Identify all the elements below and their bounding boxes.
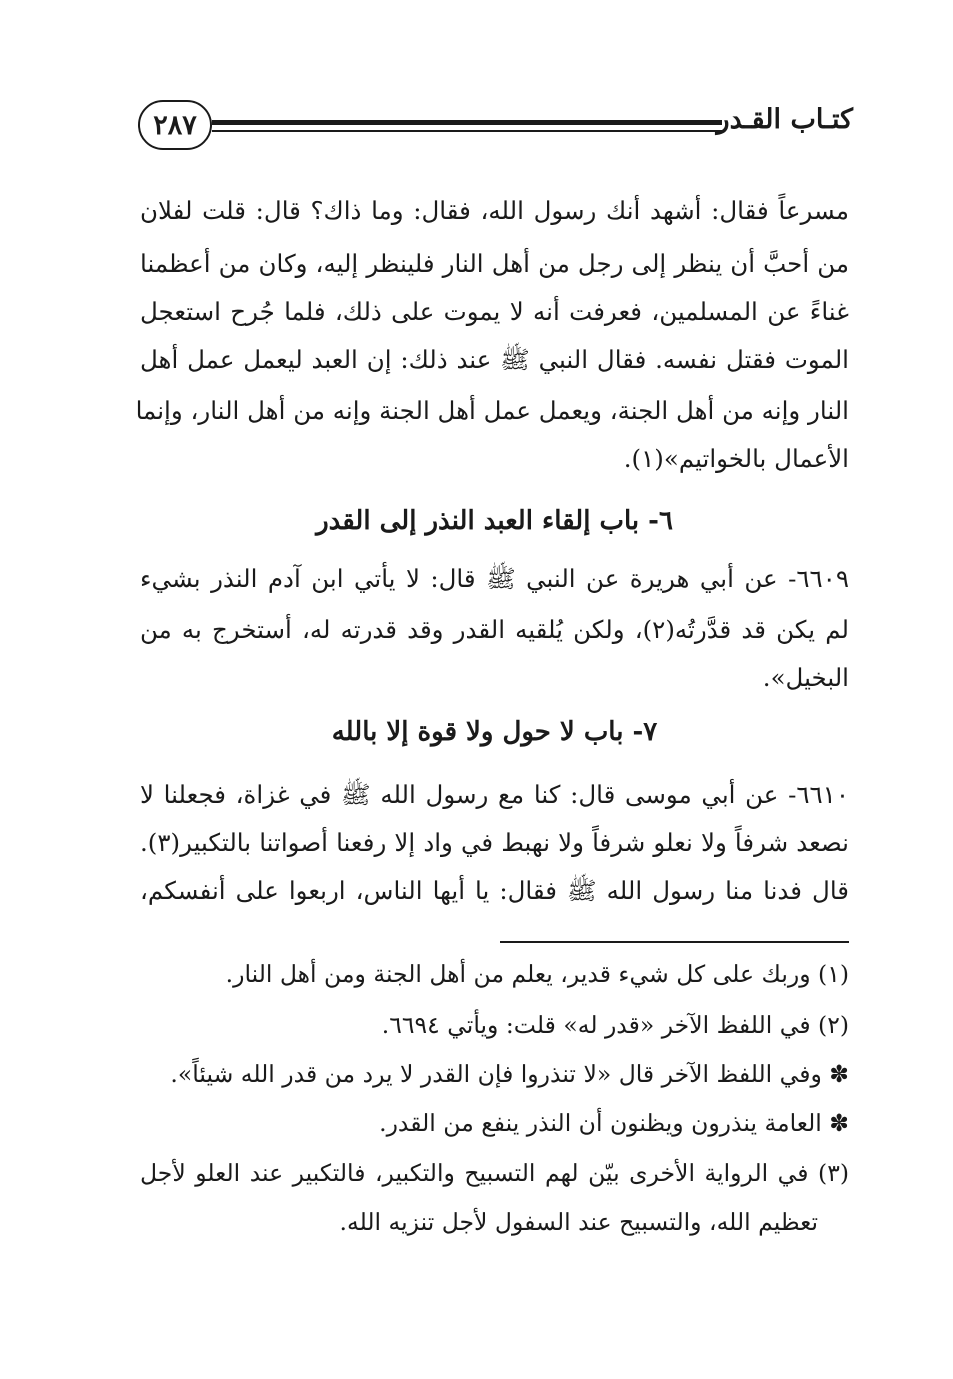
text-line: مسرعاً فقال: أشهد أنك رسول الله، فقال: وما ذاك؟ قال: قلت لفلان (140, 196, 849, 225)
page-header (138, 100, 853, 156)
chapter-heading: ٧- باب لا حول ولا قوة إلا بالله (331, 717, 658, 747)
footnote-continuation: تعظيم الله، والتسبيح عند السفول لأجل تنزيه الله. (339, 1208, 818, 1236)
text-line: البخيل». (762, 663, 849, 692)
text-line: من أحبَّ أن ينظر إلى رجل من أهل النار فلينظر إليه، وكان من أعظمنا (140, 249, 849, 278)
text-line: النار وإنه من أهل الجنة، ويعمل عمل أهل الجنة وإنه من أهل النار، وإنما (135, 396, 849, 425)
header-rule (212, 120, 722, 132)
text-line: ٦٦١٠- عن أبي موسى قال: كنا مع رسول الله ﷺ في غزاة، فجعلنا لا (140, 780, 849, 809)
text-line: لم يكن قد قدَّرتُه(٢)، ولكن يُلقيه القدر وقد قدرته له، أستخرج به من (140, 615, 849, 644)
text-line: نصعد شرفاً ولا نعلو شرفاً ولا نهبط في واد إلا رفعنا أصواتنا بالتكبير(٣). (140, 828, 849, 857)
footnote: (١) وربك على كل شيء قدير، يعلم من أهل الجنة ومن أهل النار. (225, 960, 849, 988)
text-line: قال فدنا منا رسول الله ﷺ فقال: يا أيها الناس، اربعوا على أنفسكم، (140, 876, 849, 905)
footnote: ✽ وفي اللفظ الآخر قال «لا تنذروا فإن القدر لا يرد من قدر الله شيئاً». (170, 1060, 849, 1088)
text-line: غناءً عن المسلمين، فعرفت أنه لا يموت على ذلك، فلما جُرح استعجل (140, 297, 849, 326)
footnote: ✽ العامة ينذرون ويظنون أن النذر ينفع من القدر. (379, 1109, 849, 1137)
running-title: كتـاب القـدر (716, 104, 853, 135)
footnote-separator (500, 941, 849, 943)
page-number: ٢٨٧ (138, 100, 212, 150)
chapter-heading: ٦- باب إلقاء العبد النذر إلى القدر (316, 506, 673, 536)
text-line: الأعمال بالخواتيم»(١). (623, 444, 849, 473)
footnote: (٢) في اللفظ الآخر «قدر له» قلت: ويأتي ٦٦٩٤. (381, 1011, 849, 1039)
footnote: (٣) في الرواية الأخرى بيّن لهم التسبيح والتكبير، فالتكبير عند العلو لأجل (140, 1159, 849, 1187)
text-line: ٦٦٠٩- عن أبي هريرة عن النبي ﷺ قال: لا يأتي ابن آدم النذر بشيء (140, 564, 849, 593)
text-line: الموت فقتل نفسه. فقال النبي ﷺ عند ذلك: إن العبد ليعمل عمل أهل (140, 345, 849, 374)
